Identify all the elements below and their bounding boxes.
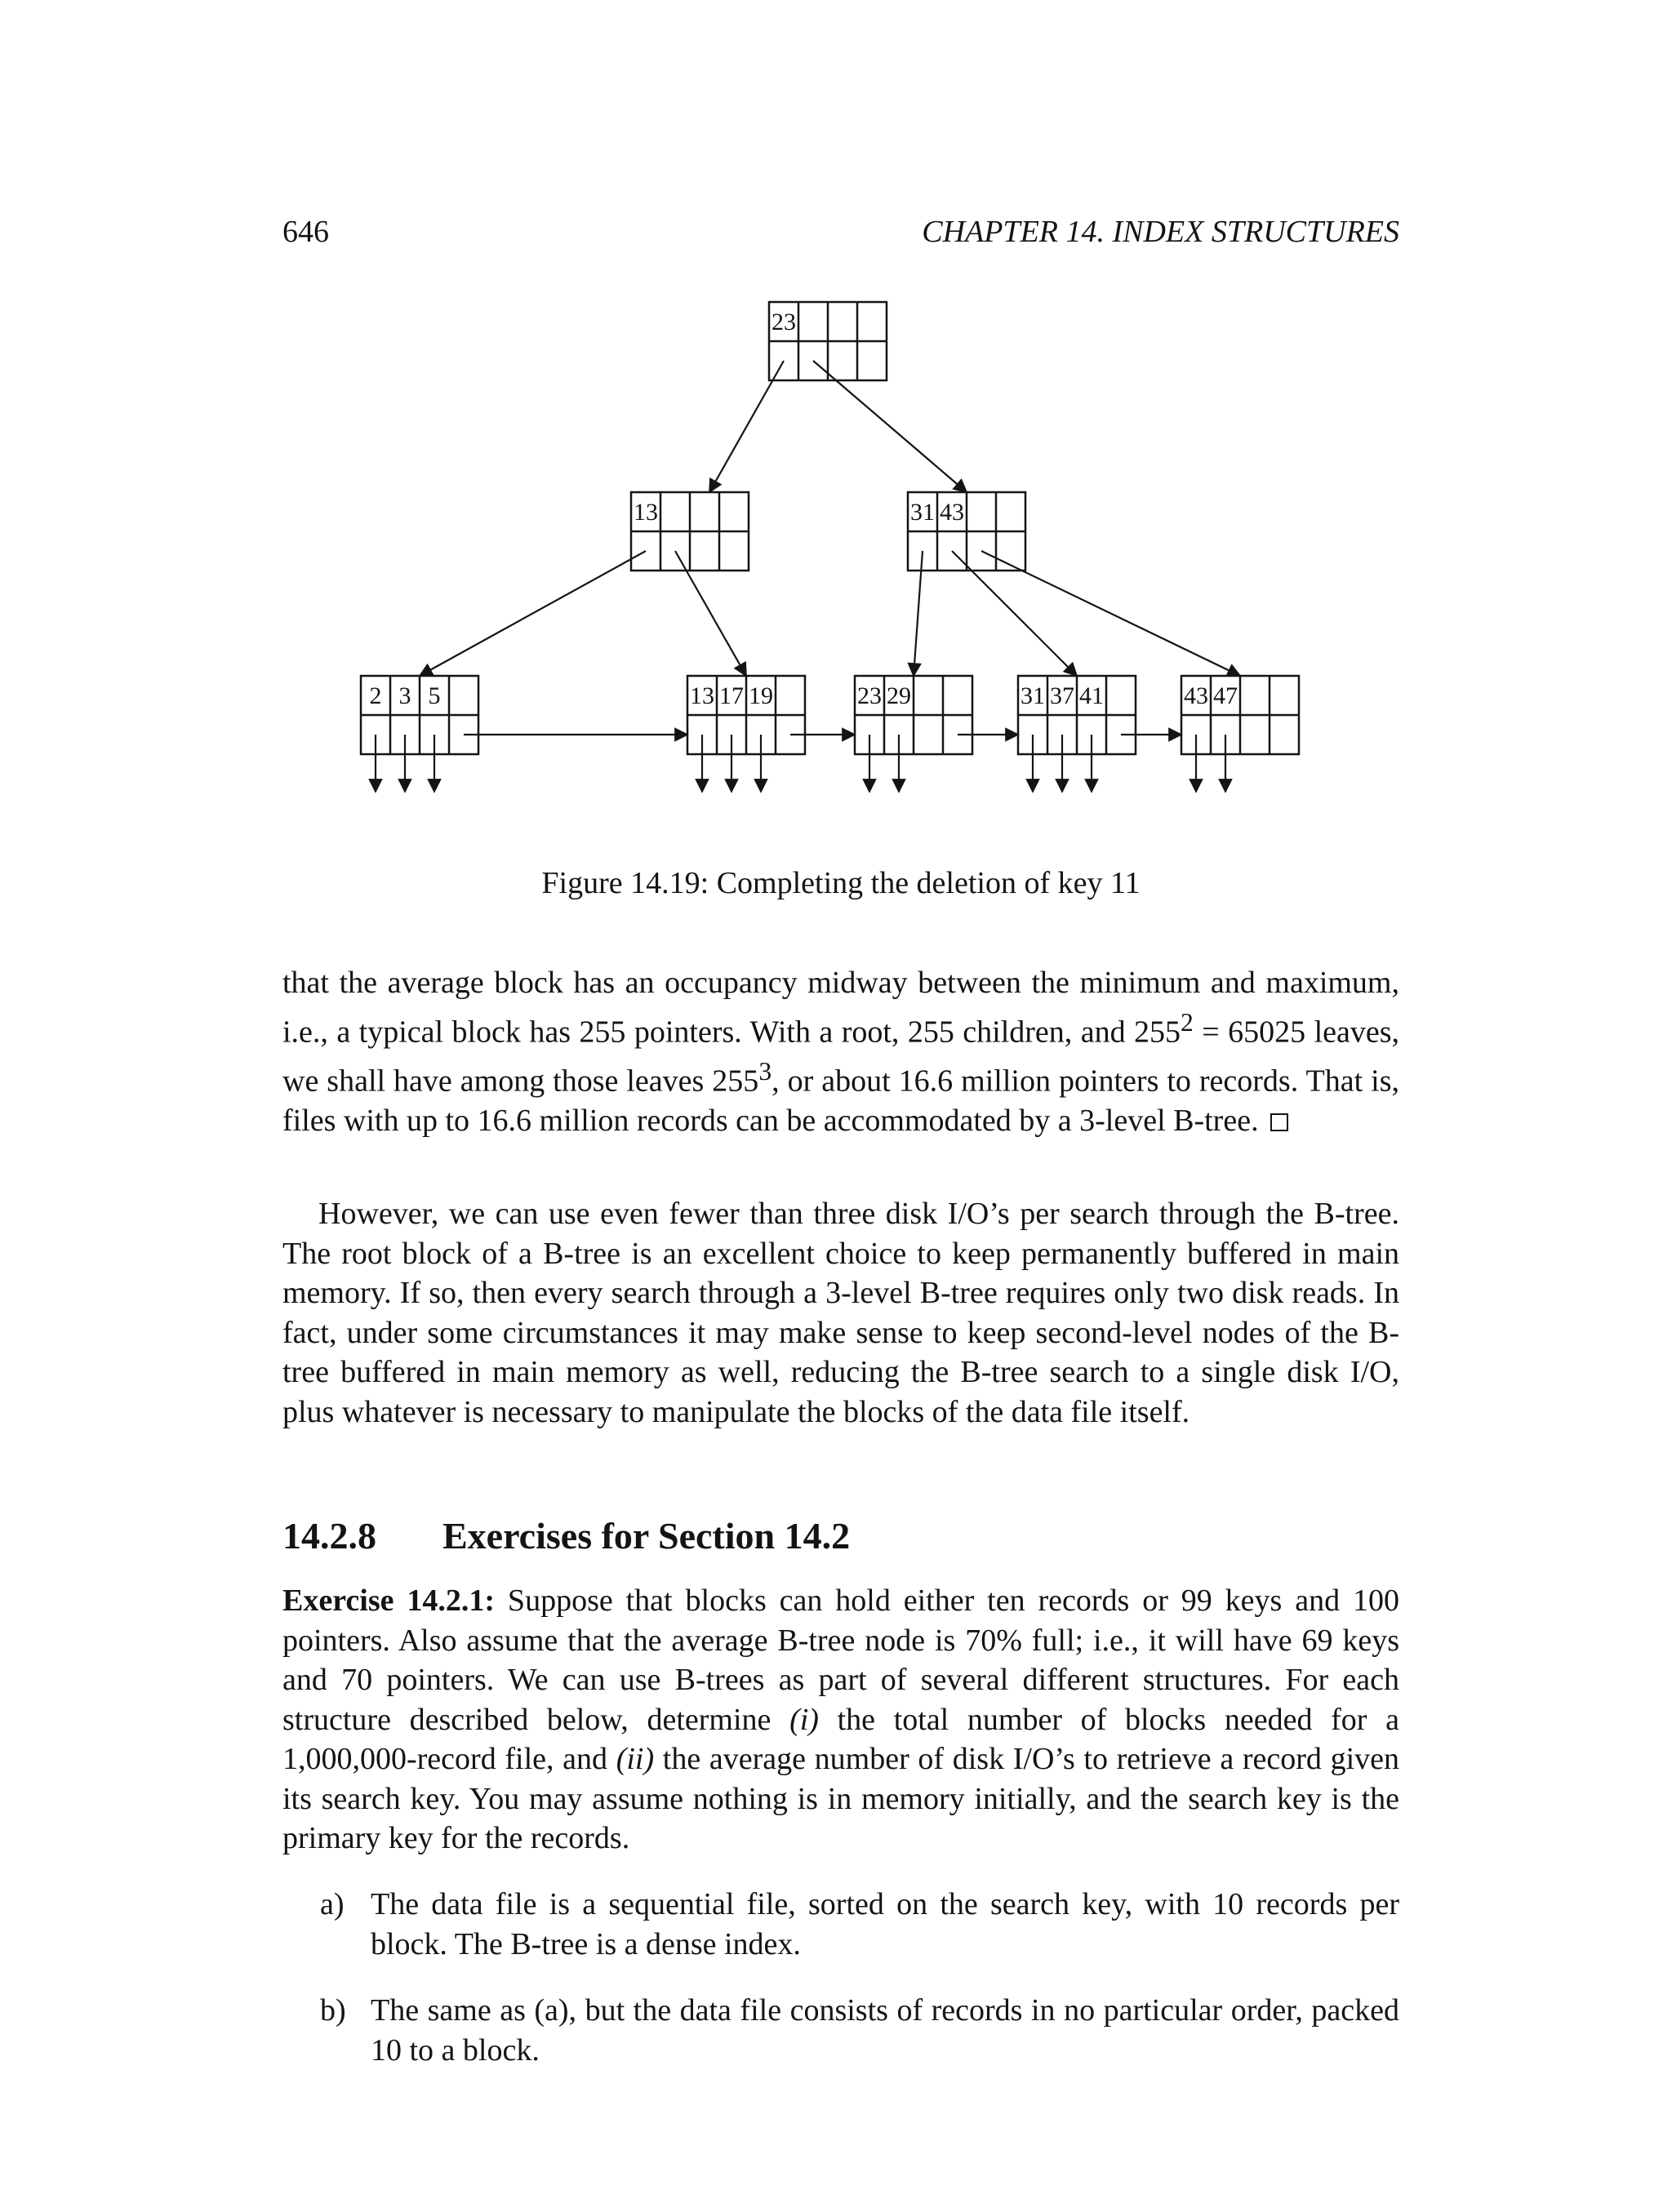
exercise-text-a: Suppose that blocks can hold either ten records or 99 keys and 100 pointers. Also assume that the average B-tree node is 70% full; i.e., it will have 69 keys and 70 pointers. We can use B-trees as part of several different structures. For each structure described below, determine [282, 1583, 1399, 1737]
node-key: 41 [1079, 682, 1104, 709]
tree-edge [420, 551, 646, 676]
node-key: 17 [719, 682, 744, 709]
tree-edge [813, 361, 967, 492]
node-key: 23 [772, 309, 796, 335]
exercise-label: Exercise 14.2.1: [282, 1583, 496, 1618]
node-key: 43 [1184, 682, 1208, 709]
node-key: 43 [940, 499, 964, 526]
node-key: 29 [887, 682, 911, 709]
p1-text-end: , or about 16.6 million pointers to records. That is, files with up to 16.6 million records can be accommodated by a 3-level B-tree. [282, 1064, 1399, 1138]
node-key: 47 [1213, 682, 1238, 709]
page-number: 646 [282, 215, 329, 249]
exercise-roman-i: (i) [789, 1702, 819, 1737]
paragraph-2 [282, 1194, 1399, 1432]
p1-superscript-2: 2 [1181, 1007, 1194, 1037]
p1-superscript-3: 3 [758, 1056, 772, 1086]
node-key: 23 [857, 682, 882, 709]
p1-text-mid: = 65025 leaves, we shall have among those leaves 255 [282, 1015, 1400, 1099]
node-key: 5 [428, 682, 441, 709]
btree-figure [0, 0, 1672, 865]
figure-caption: Figure 14.19: Completing the deletion of key 11 [541, 866, 1141, 900]
running-title: CHAPTER 14. INDEX STRUCTURES [922, 215, 1399, 249]
list-item-b [320, 1991, 1399, 2070]
section-number: 14.2.8 [282, 1515, 376, 1557]
node-key: 13 [634, 499, 658, 526]
tree-edge [709, 361, 784, 492]
paragraph-1 [282, 963, 1399, 1140]
list-item-a [320, 1885, 1399, 1964]
item-text: The data file is a sequential file, sorted on the search key, with 10 records per block. The B-tree is a dense index. [371, 1887, 1399, 1961]
node-key: 3 [398, 682, 411, 709]
exercise-14-2-1 [282, 1581, 1399, 1859]
item-label: b) [320, 1993, 346, 2028]
item-label: a) [320, 1887, 345, 1921]
tree-edge [981, 551, 1240, 676]
node-key: 37 [1050, 682, 1074, 709]
item-text: The same as (a), but the data file consists of records in no particular order, packed 10 to a block. [371, 1993, 1399, 2068]
node-key: 31 [1021, 682, 1045, 709]
p2-text: However, we can use even fewer than three disk I/O’s per search through the B-tree. The root block of a B-tree is an excellent choice to keep permanently buffered in main memory. If so, then every search through a 3-level B-tree requires only two disk reads. In fact, under some circumstances it may make sense to keep second-level nodes of the B-tree buffered in main memory as well, reducing the B-tree search to a single disk I/O, plus whatever is necessary to manipulate the blocks of the data file itself. [282, 1197, 1399, 1429]
node-key: 31 [910, 499, 935, 526]
node-key: 19 [749, 682, 773, 709]
p1-text: that the average block has an occupancy midway between the minimum and maximum, i.e., a typical block has 255 pointers. With a root, 255 children, and 255 [282, 966, 1399, 1050]
node-key: 2 [369, 682, 382, 709]
section-title: Exercises for Section 14.2 [442, 1515, 851, 1557]
exercise-text-b: the total number of blocks needed for a 1,000,000-record file, and [282, 1702, 1399, 1776]
end-of-example-icon [1270, 1113, 1288, 1131]
section-heading [282, 1514, 1399, 1557]
node-key: 13 [690, 682, 714, 709]
exercise-text-c: the average number of disk I/O’s to retrieve a record given its search key. You may assume nothing is in memory initially, and the search key is the primary key for the records. [282, 1742, 1399, 1855]
exercise-roman-ii: (ii) [616, 1742, 655, 1776]
